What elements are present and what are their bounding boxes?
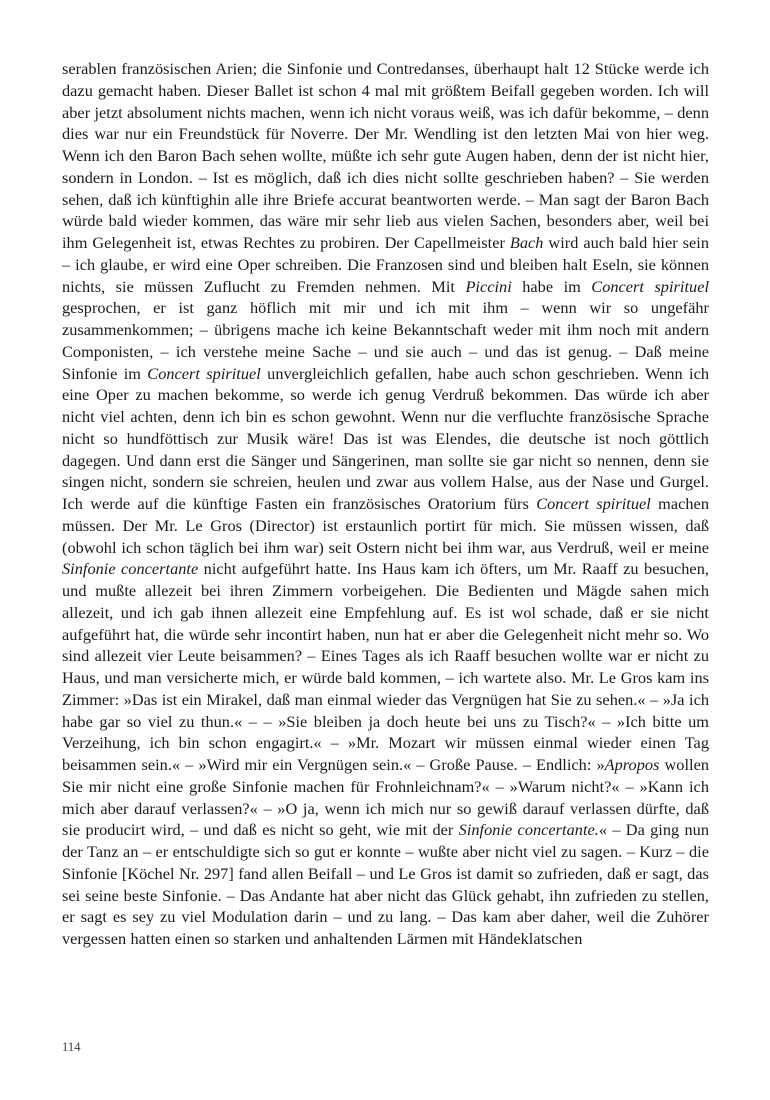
text-column [62, 58, 709, 950]
page-number: 114 [62, 1040, 81, 1054]
body-paragraph: serablen französischen Arien; die Sinfonie und Contredanses, überhaupt halt 12 Stücke werde ich dazu gemacht haben. Dieser Ballet ist schon 4 mal mit größtem Beifall gegeben worden. Ich will aber jetzt absolument nichts machen, wenn ich nicht voraus weiß, was ich dafür bekomme, – denn dies war nur ein Freundstück für Noverre. Der Mr. Wendling ist den letzten Mai von hier weg. Wenn ich den Baron Bach sehen wollte, müßte ich sehr gute Augen haben, denn der ist nicht hier, sondern in London. – Ist es möglich, daß ich dies nicht sollte geschrieben haben? – Sie werden sehen, daß ich künftighin alle ihre Briefe accurat beantworten werde. – Man sagt der Baron Bach würde bald wieder kommen, das wäre mir sehr lieb aus vielen Sachen, besonders aber, weil bei ihm Gelegenheit ist, etwas Rechtes zu probiren. Der Capellmeister Bach wird auch bald hier sein – ich glaube, er wird eine Oper schreiben. Die Franzosen sind und bleiben halt Eseln, sie können nichts, sie müssen Zuflucht zu Fremden nehmen. Mit Piccini habe im Concert spirituel gesprochen, er ist ganz höflich mit mir und ich mit ihm – wenn wir so ungefähr zusammenkommen; – übrigens mache ich keine Bekanntschaft weder mit ihm noch mit andern Componisten, – ich verstehe meine Sache – und sie auch – und das ist genug. – Daß meine Sinfonie im Concert spirituel unvergleichlich gefallen, habe auch schon geschrieben. Wenn ich eine Oper zu machen bekomme, so werde ich genug Verdruß bekommen. Das würde ich aber nicht viel achten, denn ich bin es schon gewohnt. Wenn nur die verfluchte französische Sprache nicht so hundföttisch zur Musik wäre! Das ist was Elendes, die deutsche ist noch göttlich dagegen. Und dann erst die Sänger und Sängerinen, man sollte sie gar nicht so nennen, denn sie singen nicht, sondern sie schreien, heulen und zwar aus vollem Halse, aus der Nase und Gurgel. Ich werde auf die künftige Fasten ein französisches Oratorium fürs Concert spirituel machen müssen. Der Mr. Le Gros (Director) ist erstaunlich portirt für mich. Sie müssen wissen, daß (obwohl ich schon täglich bei ihm war) seit Ostern nicht bei ihm war, aus Verdruß, weil er meine Sinfonie concertante nicht aufgeführt hatte. Ins Haus kam ich öfters, um Mr. Raaff zu besuchen, und mußte allezeit bei ihren Zimmern vorbeigehen. Die Bedienten und Mägde sahen mich allezeit, und ich gab ihnen allezeit eine Empfehlung auf. Es ist wol schade, daß er sie nicht aufgeführt hat, die würde sehr incontirt haben, nun hat er aber die Gelegenheit nicht mehr so. Wo sind allezeit vier Leute beisammen? – Eines Tages als ich Raaff besuchen wollte war er nicht zu Haus, und man versicherte mich, er würde bald kommen, – ich wartete also. Mr. Le Gros kam ins Zimmer: »Das ist ein Mirakel, daß man einmal wieder das Vergnügen hat Sie zu sehen.« – »Ja ich habe gar so viel zu thun.« – – »Sie bleiben ja doch heute bei uns zu Tisch?« – »Ich bitte um Verzeihung, ich bin schon engagirt.« – »Mr. Mozart wir müssen einmal wieder einen Tag beisammen sein.« – »Wird mir ein Vergnügen sein.« – Große Pause. – Endlich: »Apropos wollen Sie mir nicht eine große Sinfonie machen für Frohnleichnam?« – »Warum nicht?« – »Kann ich mich aber darauf verlassen?« – »O ja, wenn ich mich nur so gewiß darauf verlassen dürfte, daß sie producirt wird, – und daß es nicht so geht, wie mit der Sinfonie concertante.« – Da ging nun der Tanz an – er entschuldigte sich so gut er konnte – wußte aber nicht viel zu sagen. – Kurz – die Sinfonie [Köchel Nr. 297] fand allen Beifall – und Le Gros ist damit so zufrieden, daß er sagt, das sei seine beste Sinfonie. – Das Andante hat aber nicht das Glück gehabt, ihn zufrieden zu stellen, er sagt es sey zu viel Modulation darin – und zu lang. – Das kam aber daher, weil die Zuhörer vergessen hatten einen so starken und anhaltenden Lärmen mit Händeklatschen [62, 59, 710, 948]
